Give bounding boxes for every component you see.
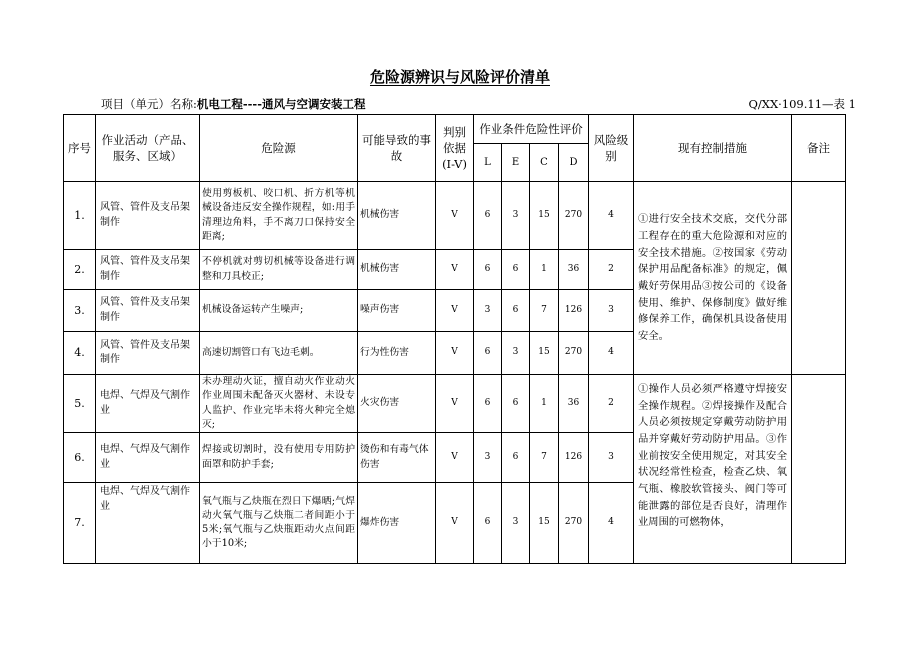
page-title: 危险源辨识与风险评价清单 [369, 68, 550, 86]
row-activity: 电焊、气焊及气割作业 [96, 483, 200, 564]
row-no: 6. [64, 433, 96, 483]
row-judge: V [436, 182, 474, 250]
row-C: 15 [530, 182, 559, 250]
row-accident: 火灾伤害 [358, 375, 436, 433]
row-hazard: 使用剪板机、咬口机、折方机等机械设备违反安全操作规程，如:用手清理边角料，手不离刀口保持安全距离; [200, 182, 358, 250]
row-D: 270 [559, 182, 589, 250]
row-C: 1 [530, 375, 559, 433]
row-E: 6 [502, 433, 530, 483]
row-accident: 行为性伤害 [358, 332, 436, 375]
row-judge: V [436, 375, 474, 433]
header-evaluation: 作业条件危险性评价 [474, 115, 589, 144]
row-judge: V [436, 433, 474, 483]
row-D: 126 [559, 290, 589, 332]
header-E: E [502, 144, 530, 182]
form-code: Q/XX·109.11—表 1 [748, 97, 856, 111]
row-activity: 风管、管件及支吊架制作 [96, 290, 200, 332]
row-L: 3 [474, 290, 502, 332]
row-L: 6 [474, 182, 502, 250]
row-risk: 4 [589, 182, 634, 250]
row-E: 6 [502, 375, 530, 433]
row-E: 3 [502, 483, 530, 564]
row-accident: 机械伤害 [358, 182, 436, 250]
row-D: 126 [559, 433, 589, 483]
row-L: 6 [474, 332, 502, 375]
row-E: 6 [502, 290, 530, 332]
remark-cell [792, 182, 846, 375]
header-judge: 判别依据(I-V) [436, 115, 474, 182]
row-hazard: 未办理动火证，擅自动火作业动火作业周围未配备灭火器材、未设专人监护、作业完毕未将火种完全熄灭; [200, 375, 358, 433]
table-row [64, 182, 846, 250]
row-L: 3 [474, 433, 502, 483]
row-no: 1. [64, 182, 96, 250]
row-risk: 2 [589, 375, 634, 433]
project-name: 机电工程----通风与空调安装工程 [196, 97, 366, 111]
row-accident: 机械伤害 [358, 250, 436, 290]
row-activity: 电焊、气焊及气割作业 [96, 433, 200, 483]
control-measures-2: ①操作人员必须严格遵守焊接安全操作规程。②焊接操作及配合人员必须按规定穿戴劳动防护用品并穿戴好劳动防护用品。③作业前按安全使用规定，对其安全状况经常性检查，检查乙炔、氧气瓶、橡胶软管接头、阀门等可能泄露的部位是否良好，清理作业周围的可燃物体， [634, 375, 792, 564]
header-control: 现有控制措施 [634, 115, 792, 182]
row-C: 7 [530, 433, 559, 483]
row-hazard: 机械设备运转产生噪声; [200, 290, 358, 332]
row-D: 36 [559, 250, 589, 290]
row-risk: 3 [589, 433, 634, 483]
row-risk: 2 [589, 250, 634, 290]
row-L: 6 [474, 250, 502, 290]
row-activity: 电焊、气焊及气割作业 [96, 375, 200, 433]
row-E: 3 [502, 332, 530, 375]
row-L: 6 [474, 483, 502, 564]
row-D: 270 [559, 332, 589, 375]
row-no: 5. [64, 375, 96, 433]
row-C: 1 [530, 250, 559, 290]
row-hazard: 不停机就对剪切机械等设备进行调整和刀具校正; [200, 250, 358, 290]
row-C: 7 [530, 290, 559, 332]
table-row [64, 375, 846, 433]
row-judge: V [436, 290, 474, 332]
row-risk: 4 [589, 483, 634, 564]
control-measures-1: ①进行安全技术交底，交代分部工程存在的重大危险源和对应的安全技术措施。②按国家《劳动保护用品配备标准》的规定，佩戴好劳保用品③按公司的《设备使用、维护、保修制度》做好维修保养工作，确保机具设备使用安全。 [634, 182, 792, 375]
row-risk: 3 [589, 290, 634, 332]
row-D: 36 [559, 375, 589, 433]
row-risk: 4 [589, 332, 634, 375]
project-line [101, 96, 365, 112]
row-L: 6 [474, 375, 502, 433]
header-D: D [559, 144, 589, 182]
row-no: 7. [64, 483, 96, 564]
row-no: 3. [64, 290, 96, 332]
header-hazard: 危险源 [200, 115, 358, 182]
header-C: C [530, 144, 559, 182]
row-hazard: 高速切割管口有飞边毛刺。 [200, 332, 358, 375]
row-activity: 风管、管件及支吊架制作 [96, 182, 200, 250]
row-activity: 风管、管件及支吊架制作 [96, 250, 200, 290]
row-judge: V [436, 332, 474, 375]
row-accident: 烫伤和有毒气体伤害 [358, 433, 436, 483]
header-risk: 风险级别 [589, 115, 634, 182]
project-label: 项目（单元）名称: [101, 97, 197, 111]
row-E: 6 [502, 250, 530, 290]
row-D: 270 [559, 483, 589, 564]
row-C: 15 [530, 332, 559, 375]
row-accident: 爆炸伤害 [358, 483, 436, 564]
header-seq: 序号 [64, 115, 96, 182]
row-accident: 噪声伤害 [358, 290, 436, 332]
risk-table [63, 114, 846, 564]
row-E: 3 [502, 182, 530, 250]
row-no: 2. [64, 250, 96, 290]
row-hazard: 焊接或切割时，没有使用专用防护面罩和防护手套; [200, 433, 358, 483]
row-judge: V [436, 250, 474, 290]
row-no: 4. [64, 332, 96, 375]
row-hazard: 氧气瓶与乙炔瓶在烈日下爆晒;气焊动火氧气瓶与乙炔瓶二者间距小于5米;氧气瓶与乙炔瓶距动火点间距小于10米; [200, 483, 358, 564]
header-activity: 作业活动（产品、服务、区域） [96, 115, 200, 182]
row-C: 15 [530, 483, 559, 564]
row-activity: 风管、管件及支吊架制作 [96, 332, 200, 375]
row-judge: V [436, 483, 474, 564]
header-row [64, 115, 846, 144]
remark-cell [792, 375, 846, 564]
header-remark: 备注 [792, 115, 846, 182]
header-accident: 可能导致的事故 [358, 115, 436, 182]
header-L: L [474, 144, 502, 182]
